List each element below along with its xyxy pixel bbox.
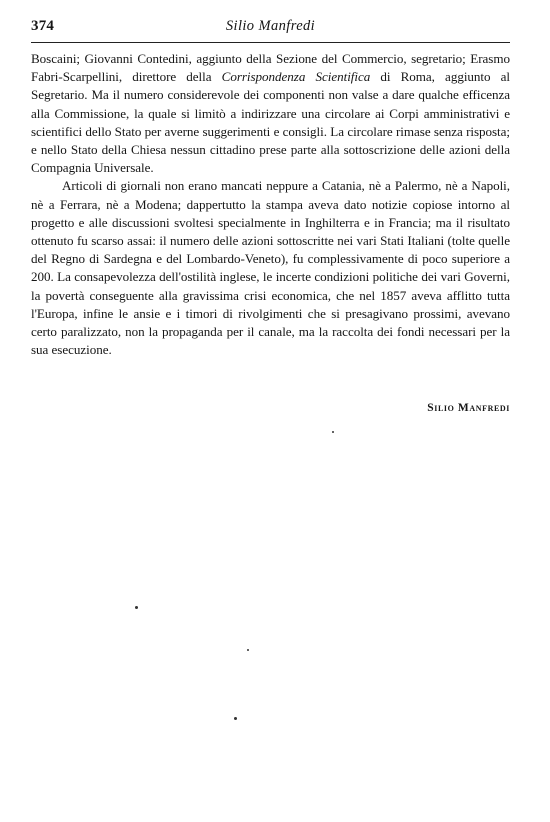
header-rule [31, 42, 510, 43]
body-text [31, 50, 510, 359]
print-speck [332, 431, 334, 433]
paragraph: Articoli di giornali non erano mancati neppure a Catania, nè a Palermo, nè a Napoli, nè a Ferrara, nè a Modena; dappertutto la stampa aveva dato notizie copiose intorno al progetto e alle discussioni svoltesi specialmente in Inghilterra e in Francia; ma il risultato ottenuto fu scarso assai: il numero delle azioni sottoscritte nei vari Stati Italiani (tolte quelle del Regno di Sardegna e del Lombardo-Veneto), fu complessivamente di poco superiore a 200. La consapevolezza dell'ostilità inglese, le incerte condizioni politiche dei vari Governi, la povertà conseguente alla gravissima crisi economica, che nel 1857 aveva afflitto tutta l'Europa, infine le ansie e i timori di rivolgimenti che si presagivano prossimi, avevano certo paralizzato, non la propaganda per il canale, ma la raccolta dei fondi necessari per la sua esecuzione. [31, 178, 510, 358]
running-head [31, 18, 510, 42]
running-title: Silio Manfredi [225, 18, 316, 34]
paragraph-text: di Roma, aggiunto al Segretario. Ma il numero considerevole dei componenti non valse a dare qualche efficenza alla Commissione, la quale si limitò a indirizzare una circolare ai Corpi amministrativi e scientifici dello Stato per averne suggerimenti e consigli. La circolare rimase senza risposta; e nello Stato della Chiesa nessun cittadino prese parte alla sottoscrizione delle azioni della Compagnia Universale. [31, 69, 510, 176]
author-signature: Silio Manfredi [427, 402, 510, 414]
page-number: 374 [31, 18, 55, 34]
paragraph-continued [31, 50, 510, 177]
print-speck [247, 649, 249, 651]
paragraph-text: Boscaini; Giovanni Contedini, aggiunto della Sezione del Commercio, segretario; Erasmo Fabri-Scarpellini, direttore della [31, 51, 510, 85]
print-speck [234, 717, 237, 720]
journal-title-italic: Corrispondenza Scientifica [221, 69, 371, 85]
print-speck [135, 606, 138, 609]
